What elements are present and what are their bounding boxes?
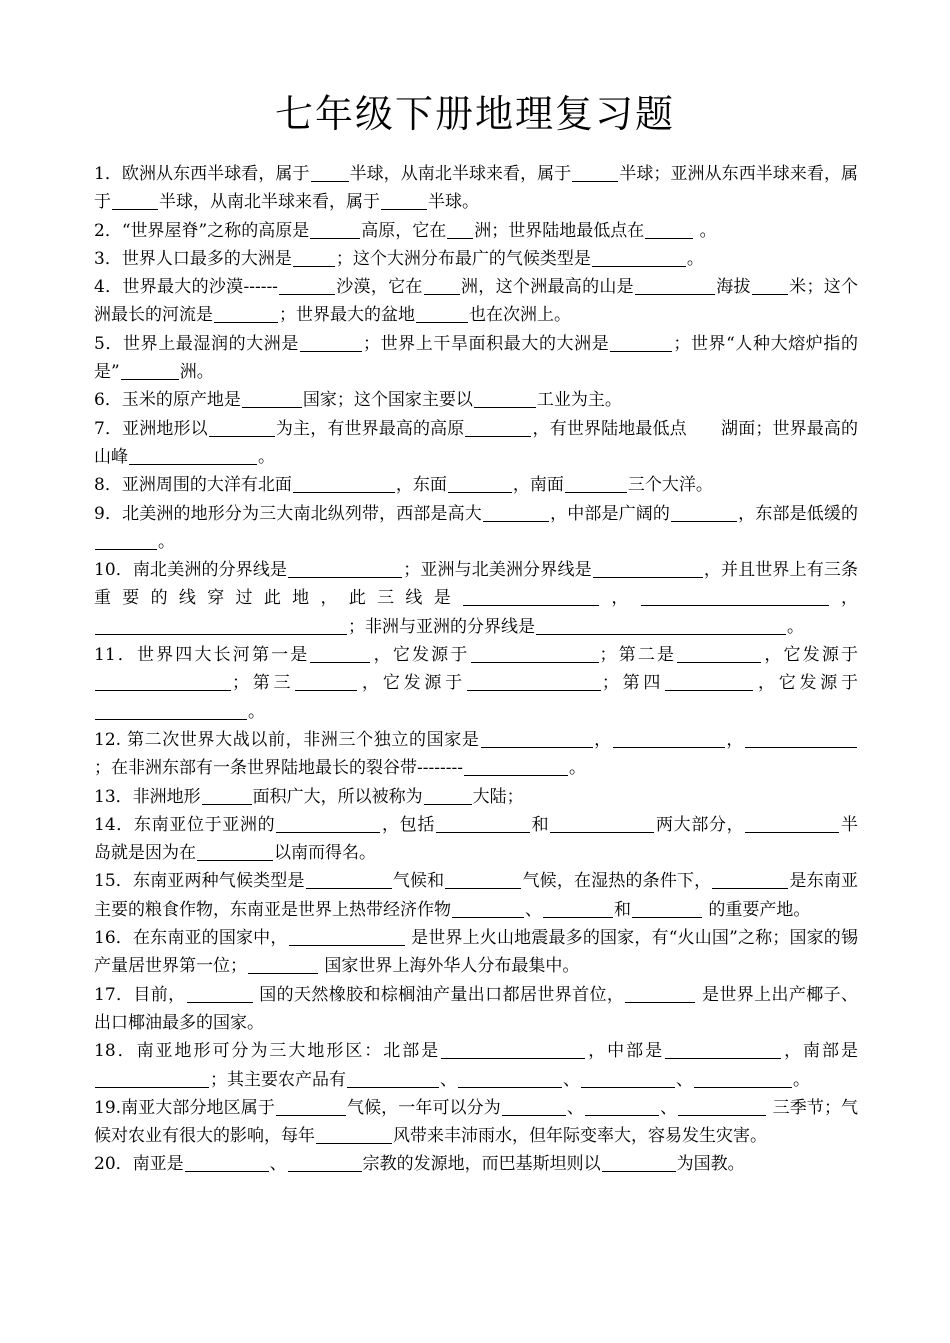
question-13 xyxy=(94,783,858,811)
answer-blank[interactable] xyxy=(671,503,737,522)
question-20 xyxy=(94,1150,858,1178)
answer-blank[interactable] xyxy=(745,729,857,748)
question-text: ；在非洲东部有一条世界陆地最长的裂谷带-------- xyxy=(94,758,463,779)
question-text: 为主，有世界最高的高原 xyxy=(275,418,465,439)
answer-blank[interactable] xyxy=(316,1125,392,1144)
answer-blank[interactable] xyxy=(635,276,715,295)
question-text: 。 xyxy=(686,248,704,269)
answer-blank[interactable] xyxy=(471,644,599,663)
answer-blank[interactable] xyxy=(288,559,402,578)
answer-blank[interactable] xyxy=(565,474,627,493)
question-text: ，南面 xyxy=(512,475,564,496)
question-text: ；非洲与亚洲的分界线是 xyxy=(348,616,535,637)
answer-blank[interactable] xyxy=(214,304,278,323)
question-text: 、 xyxy=(563,1069,580,1090)
question-text: 5．世界上最湿润的大洲是 xyxy=(94,333,299,354)
answer-blank[interactable] xyxy=(416,304,468,323)
question-text: 半球，从南北半球来看，属于 xyxy=(349,164,572,184)
answer-blank[interactable] xyxy=(445,870,521,889)
question-11 xyxy=(94,641,858,726)
answer-blank[interactable] xyxy=(197,842,273,861)
question-text: 14．东南亚位于亚洲的 xyxy=(94,814,276,835)
question-text: 7．亚洲地形以 xyxy=(94,418,208,439)
question-4 xyxy=(94,273,858,330)
question-text: 国的天然橡胶和棕榈油产量出口都居世界首位， xyxy=(253,984,625,1005)
question-text: 10．南北美洲的分界线是 xyxy=(94,560,288,581)
question-text: 。 xyxy=(158,531,175,552)
question-text: 国家世界上海外华人分布最集中。 xyxy=(319,956,580,977)
answer-blank[interactable] xyxy=(276,814,380,833)
answer-blank[interactable] xyxy=(602,1153,676,1172)
question-1 xyxy=(94,160,858,217)
question-text: 以南而得名。 xyxy=(274,843,376,864)
question-5 xyxy=(94,330,858,387)
answer-blank[interactable] xyxy=(745,814,839,833)
question-text: 20．南亚是 xyxy=(94,1154,184,1175)
question-text: 1．欧洲从东西半球看，属于 xyxy=(94,164,310,184)
question-text: 米；这个洲最长的河流是 xyxy=(94,277,859,326)
answer-blank[interactable] xyxy=(121,361,179,380)
question-text: 半球。 xyxy=(428,192,479,213)
question-text: 宗教的发源地，而巴基斯坦则以 xyxy=(362,1154,601,1175)
question-text: ；亚洲与北美洲分界线是 xyxy=(403,560,592,581)
question-text: 气候和 xyxy=(392,871,445,892)
answer-blank[interactable] xyxy=(474,389,536,408)
answer-blank[interactable] xyxy=(502,1097,566,1116)
question-text: 半球；亚洲从东西半球来看，属于 xyxy=(94,164,859,213)
answer-blank[interactable] xyxy=(712,870,788,889)
answer-blank[interactable] xyxy=(187,984,253,1003)
answer-blank[interactable] xyxy=(248,955,318,974)
answer-blank[interactable] xyxy=(483,503,549,522)
question-text: 面积广大，所以被称为 xyxy=(252,786,423,807)
answer-blank[interactable] xyxy=(310,644,370,663)
question-text: ，它发源于 xyxy=(358,673,466,694)
question-list xyxy=(94,160,858,1179)
answer-blank[interactable] xyxy=(593,559,703,578)
answer-blank[interactable] xyxy=(347,1069,439,1088)
question-text: ， xyxy=(829,588,858,609)
answer-blank[interactable] xyxy=(293,474,395,493)
question-text: ；第四 xyxy=(601,673,665,694)
question-text: ，中部是广阔的 xyxy=(549,503,671,524)
question-text: 、 xyxy=(566,1097,584,1118)
answer-blank[interactable] xyxy=(311,163,349,182)
question-text: 。 xyxy=(793,1069,810,1090)
question-text: 洲。 xyxy=(179,362,214,383)
question-text: 为国教。 xyxy=(676,1154,745,1175)
question-text: 、 xyxy=(440,1069,457,1090)
answer-blank[interactable] xyxy=(279,276,335,295)
answer-blank[interactable] xyxy=(613,729,725,748)
answer-blank[interactable] xyxy=(463,587,599,606)
question-text: 工业为主。 xyxy=(536,390,622,411)
question-text: 半球，从南北半球来看，属于 xyxy=(159,192,380,213)
question-text: 大陆； xyxy=(472,786,524,807)
question-text: 三个大洋。 xyxy=(627,475,713,496)
question-text: ；世界“人种大熔炉指的是” xyxy=(94,333,858,383)
question-text: 15．东南亚两种气候类型是 xyxy=(94,871,305,892)
question-text: 、 xyxy=(660,1097,678,1118)
answer-blank[interactable] xyxy=(458,1069,562,1088)
answer-blank[interactable] xyxy=(694,1069,792,1088)
question-text: ，并且世界上有三条重要的线穿过此地，此三线是 xyxy=(94,560,858,609)
question-text: ，它发源于 xyxy=(762,645,859,666)
question-text: 海拔 xyxy=(715,277,751,298)
answer-blank[interactable] xyxy=(581,1069,675,1088)
question-19 xyxy=(94,1094,858,1151)
answer-blank[interactable] xyxy=(536,616,786,635)
answer-blank[interactable] xyxy=(95,672,231,691)
question-text: 2．“世界屋脊”之称的高原是 xyxy=(94,220,310,241)
answer-blank[interactable] xyxy=(95,616,347,635)
question-text: ；第三 xyxy=(232,673,295,694)
question-text: 也在次洲上。 xyxy=(469,305,571,326)
question-6 xyxy=(94,386,858,414)
question-3 xyxy=(94,245,858,273)
answer-blank[interactable] xyxy=(448,474,512,493)
question-text: 19.南亚大部分地区属于 xyxy=(94,1097,275,1118)
answer-blank[interactable] xyxy=(242,389,302,408)
answer-blank[interactable] xyxy=(625,984,695,1003)
question-text: 。 xyxy=(258,446,275,467)
question-text: ；世界最大的盆地 xyxy=(279,305,415,326)
answer-blank[interactable] xyxy=(112,191,158,210)
question-text: ，包括 xyxy=(381,814,435,835)
question-text: 。 xyxy=(568,758,586,779)
question-text: 是东南亚主要的粮食作物，东南亚是世界上热带经济作物 xyxy=(94,871,859,920)
answer-blank[interactable] xyxy=(295,672,357,691)
question-text: 、 xyxy=(525,899,542,920)
question-10 xyxy=(94,556,858,641)
answer-blank[interactable] xyxy=(95,531,157,550)
question-8 xyxy=(94,471,858,499)
question-9 xyxy=(94,500,858,557)
answer-blank[interactable] xyxy=(665,672,753,691)
question-text: 沙漠，它在 xyxy=(335,277,423,298)
question-text: ，它发源于 xyxy=(754,673,859,694)
question-12 xyxy=(94,726,858,783)
question-15 xyxy=(94,867,858,924)
answer-blank[interactable] xyxy=(129,446,257,465)
answer-blank[interactable] xyxy=(550,814,654,833)
question-text: 三季节；气候对农业有很大的影响，每年 xyxy=(94,1097,859,1147)
question-text: 11．世界四大长河第一是 xyxy=(94,645,310,666)
question-14 xyxy=(94,811,858,868)
answer-blank[interactable] xyxy=(436,814,530,833)
answer-blank[interactable] xyxy=(276,1097,346,1116)
question-16 xyxy=(94,924,858,981)
answer-blank[interactable] xyxy=(467,672,601,691)
question-text: 是世界上出产椰子、出口椰油最多的国家。 xyxy=(94,984,858,1033)
question-text: 、 xyxy=(269,1154,287,1175)
question-text: 。 xyxy=(694,220,717,241)
question-text: 9．北美洲的地形分为三大南北纵列带，西部是高大 xyxy=(94,503,482,524)
question-text: 16．在东南亚的国家中， xyxy=(94,928,288,949)
answer-blank[interactable] xyxy=(293,248,335,267)
question-text: 和 xyxy=(530,814,550,835)
question-text: 13．非洲地形 xyxy=(94,786,201,807)
answer-blank[interactable] xyxy=(95,701,247,720)
question-text: 高原，它在 xyxy=(361,220,447,241)
answer-blank[interactable] xyxy=(441,1040,585,1059)
question-text: 。 xyxy=(787,616,804,637)
question-text: ， xyxy=(725,729,744,750)
answer-blank[interactable] xyxy=(465,418,531,437)
answer-blank[interactable] xyxy=(310,220,360,239)
question-text: 18．南亚地形可分为三大地形区：北部是 xyxy=(94,1041,441,1062)
question-text: 风带来丰沛雨水，但年际变率大，容易发生灾害。 xyxy=(393,1126,767,1147)
answer-blank[interactable] xyxy=(585,1097,659,1116)
question-text: 气候，一年可以分为 xyxy=(346,1097,501,1118)
answer-blank[interactable] xyxy=(381,191,427,210)
question-text: 、 xyxy=(676,1069,693,1090)
question-text: 3．世界人口最多的大洲是 xyxy=(94,248,292,269)
answer-blank[interactable] xyxy=(632,899,702,918)
answer-blank[interactable] xyxy=(95,1069,209,1088)
question-text: ；这个大洲分布最广的气候类型是 xyxy=(335,248,591,269)
answer-blank[interactable] xyxy=(645,220,693,239)
question-text: ；世界上干旱面积最大的大洲是 xyxy=(362,333,610,354)
question-17 xyxy=(94,981,858,1038)
page-title: 七年级下册地理复习题 xyxy=(274,92,675,136)
question-text: ， xyxy=(593,729,612,750)
question-text: 的重要产地。 xyxy=(703,899,811,920)
question-2 xyxy=(94,217,858,245)
answer-blank[interactable] xyxy=(424,786,472,805)
answer-blank[interactable] xyxy=(677,644,761,663)
question-text: 。 xyxy=(248,701,265,722)
answer-blank[interactable] xyxy=(481,729,593,748)
question-text: ；其主要农产品有 xyxy=(210,1069,346,1090)
answer-blank[interactable] xyxy=(209,418,275,437)
question-text: ，南部是 xyxy=(782,1041,859,1062)
question-text: 和 xyxy=(614,899,631,920)
question-text: 国家；这个国家主要以 xyxy=(302,390,473,411)
question-text: 洲，这个洲最高的山是 xyxy=(460,277,634,298)
question-text: 两大部分， xyxy=(655,814,745,835)
question-text: ，它发源于 xyxy=(371,645,470,666)
question-text: ， xyxy=(600,588,640,609)
question-text: ；第二是 xyxy=(599,645,677,666)
answer-blank[interactable] xyxy=(592,248,686,267)
question-text: 洲；世界陆地最低点在 xyxy=(474,220,645,241)
answer-blank[interactable] xyxy=(202,786,252,805)
question-7 xyxy=(94,415,858,472)
answer-blank[interactable] xyxy=(665,1040,781,1059)
question-text: 17．目前， xyxy=(94,984,186,1005)
answer-blank[interactable] xyxy=(610,333,672,352)
answer-blank[interactable] xyxy=(752,276,788,295)
question-text: ，东部是低缓的 xyxy=(738,503,858,524)
answer-blank[interactable] xyxy=(452,899,524,918)
question-text: 12. 第二次世界大战以前，非洲三个独立的国家是 xyxy=(94,729,480,750)
answer-blank[interactable] xyxy=(447,220,473,239)
answer-blank[interactable] xyxy=(572,163,618,182)
answer-blank[interactable] xyxy=(641,587,829,606)
answer-blank[interactable] xyxy=(185,1153,269,1172)
question-text: ，有世界陆地最低点 湖面；世界最高的山峰 xyxy=(94,418,859,467)
answer-blank[interactable] xyxy=(678,1097,766,1116)
question-text: 半岛就是因为在 xyxy=(94,814,859,864)
question-text: 是世界上火山地震最多的国家，有“火山国”之称；国家的锡产量居世界第一位； xyxy=(94,928,858,977)
question-text: 4．世界最大的沙漠------ xyxy=(94,277,278,298)
question-text: 8．亚洲周围的大洋有北面 xyxy=(94,475,292,496)
answer-blank[interactable] xyxy=(300,333,362,352)
question-text: 气候，在湿热的条件下， xyxy=(522,871,712,892)
answer-blank[interactable] xyxy=(306,870,392,889)
answer-blank[interactable] xyxy=(464,757,568,776)
question-text: ，中部是 xyxy=(586,1041,665,1062)
question-text: 6．玉米的原产地是 xyxy=(94,390,241,411)
question-text: ，东面 xyxy=(395,475,447,496)
answer-blank[interactable] xyxy=(289,927,405,946)
question-18 xyxy=(94,1037,858,1094)
answer-blank[interactable] xyxy=(543,899,613,918)
answer-blank[interactable] xyxy=(288,1153,362,1172)
answer-blank[interactable] xyxy=(424,276,460,295)
